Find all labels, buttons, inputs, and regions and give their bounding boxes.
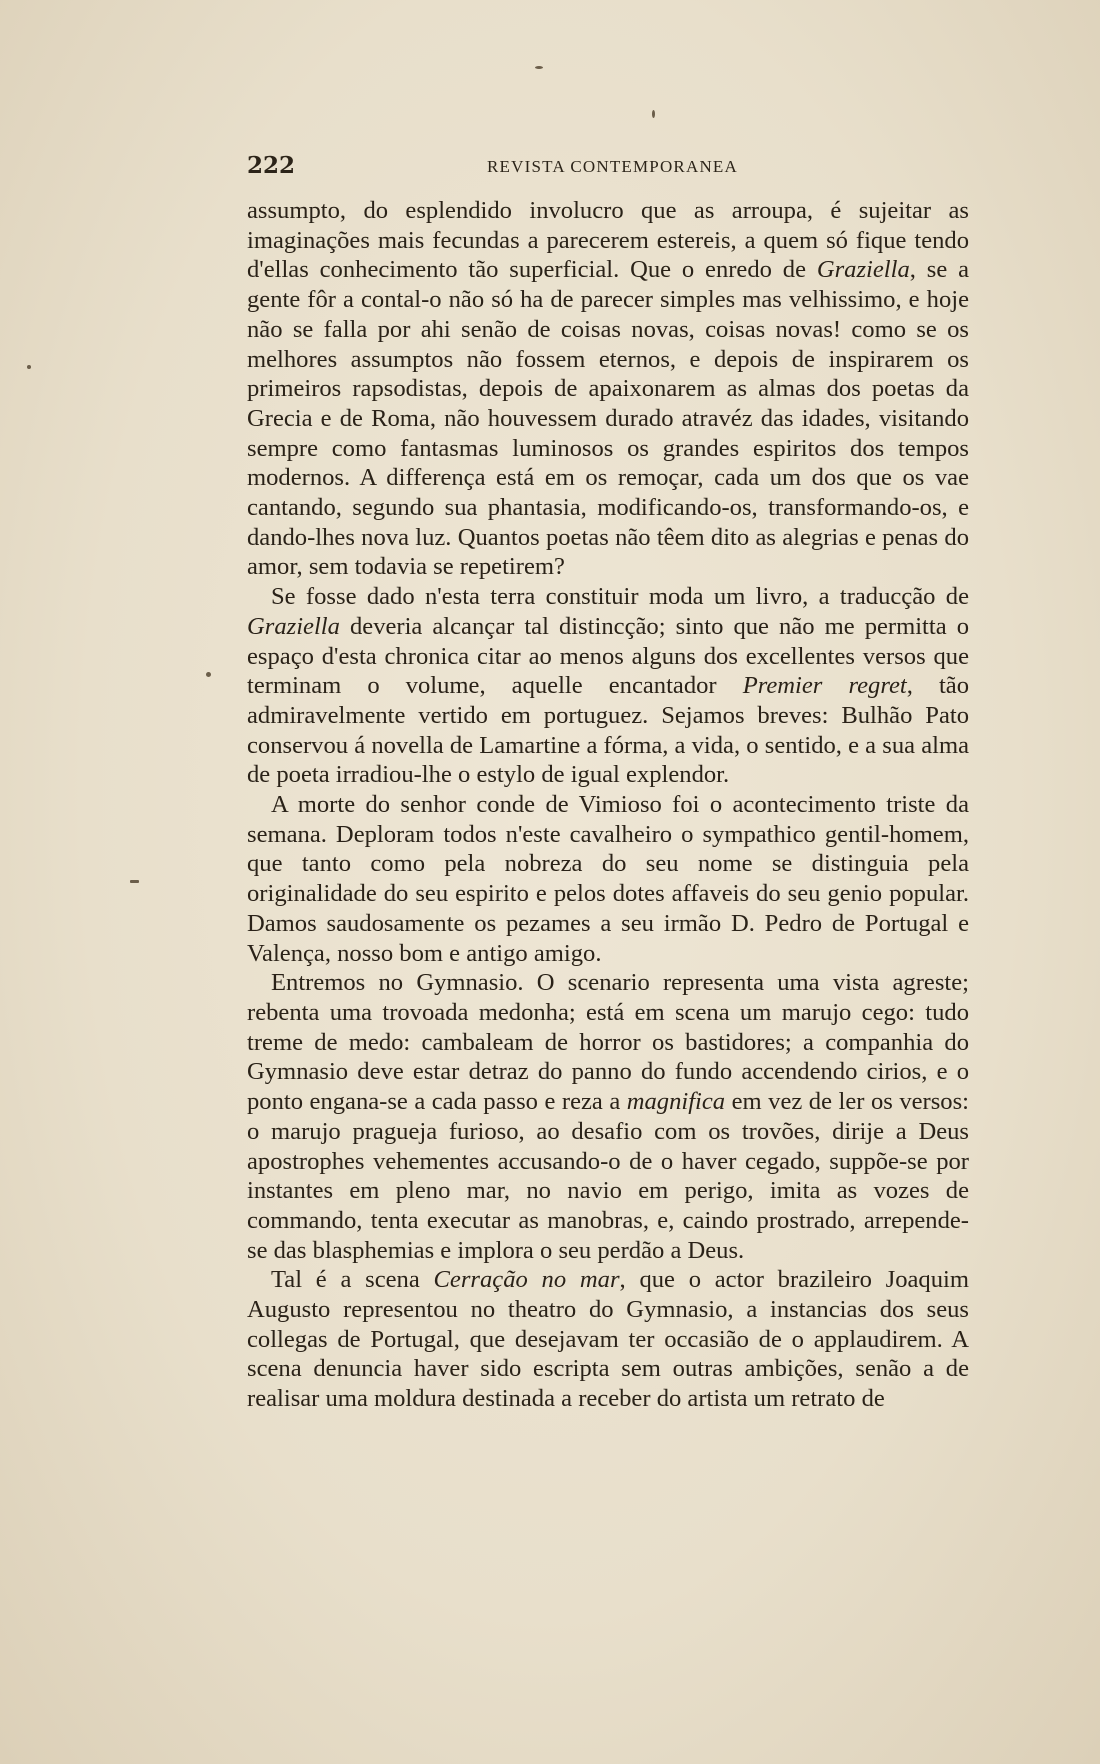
paragraph [247, 968, 969, 1265]
paper-speck [652, 110, 655, 118]
italic-title: Premier regret [742, 672, 907, 700]
body-text [247, 196, 969, 1414]
running-title: REVISTA CONTEMPORANEA [487, 157, 738, 176]
text-run: Tal é a scena [271, 1266, 434, 1294]
paragraph [247, 196, 969, 582]
text-run: , se a gente fôr a contal-o não só ha de parecer simples mas velhissimo, e hoje não se falla por ahi senão de coisas novas, coisas novas! como se os melhores assumptos não fossem eternos, e depois de inspirarem os primeiros rapsodistas, depois de apaixonarem as almas dos poetas da Grecia e de Roma, não houvessem durado atravéz das idades, visitando sempre como fantasmas luminosos os grandes espiritos dos tempos modernos. A differença está em os remoçar, cada um dos que os vae cantando, segundo sua phantasia, modificando-os, transformando-os, e dando-lhes nova luz. Quantos poetas não têem dito as alegrias e penas do amor, sem todavia se repetirem? [247, 256, 969, 581]
italic-title: magnifica [626, 1088, 726, 1116]
text-run: Se fosse dado n'esta terra constituir moda um livro, a traducção de [271, 583, 969, 611]
italic-title: Graziella [816, 256, 910, 284]
italic-title: Cerração no mar [433, 1266, 620, 1294]
text-run: , tão admiravelmente vertido em portuguez. Sejamos breves: Bulhão Pato conservou á novella de Lamartine a fórma, a vida, o sentido, e a sua alma de poeta irradiou-lhe o estylo de igual explendor. [247, 672, 969, 789]
paper-speck [130, 880, 139, 883]
italic-title: Graziella [247, 612, 340, 640]
text-run: A morte do senhor conde de Vimioso foi o acontecimento triste da semana. Deploram todos n'este cavalheiro o sympathico gentil-homem, que tanto como pela nobreza do seu nome se distinguia pela originalidade do seu espirito e pelos dotes affaveis do seu genio popular. Damos saudosamente os pezames a seu irmão D. Pedro de Portugal e Valença, nosso bom e antigo amigo. [247, 791, 969, 967]
paragraph [247, 1265, 969, 1414]
page-number: 222 [247, 152, 296, 179]
text-run: , que o actor brazileiro Joaquim Augusto representou no theatro do Gymnasio, a instancias dos seus collegas de Portugal, que desejavam ter occasião de o applaudirem. A scena denuncia haver sido escripta sem outras ambições, senão a de realisar uma moldura destinada a receber do artista um retrato de [247, 1266, 969, 1413]
text-run: deveria alcançar tal distincção; sinto que não me permitta o espaço d'esta chronica citar ao menos alguns dos excellentes versos que terminam o volume, aquelle encantador [247, 612, 969, 700]
paper-speck [535, 66, 543, 69]
text-run: em vez de ler os versos: o marujo pragueja furioso, ao desafio com os trovões, dirije a Deus apostrophes vehementes accusando-o de o haver cegado, suppõe-se por instantes em pleno mar, no navio em perigo, imita as vozes de commando, tenta executar as manobras, e, caindo prostrado, arrepende-se das blasphemias e implora o seu perdão a Deus. [247, 1088, 969, 1264]
page-header [247, 152, 967, 182]
paragraph [247, 790, 969, 968]
paper-speck [206, 672, 211, 677]
text-run: Entremos no Gymnasio. O scenario representa uma vista agreste; rebenta uma trovoada medonha; está em scena um marujo cego: tudo treme de medo: cambaleam de horror os bastidores; a companhia do Gymnasio deve estar detraz do panno do fundo accendendo cirios, e o ponto engana-se a cada passo e reza a [247, 969, 969, 1116]
text-run: assumpto, do esplendido involucro que as arroupa, é sujeitar as imaginações mais fecundas a parecerem estereis, a quem só fique tendo d'ellas conhecimento tão superficial. Que o enredo de [247, 197, 969, 284]
paragraph [247, 582, 969, 790]
paper-speck [27, 365, 31, 369]
